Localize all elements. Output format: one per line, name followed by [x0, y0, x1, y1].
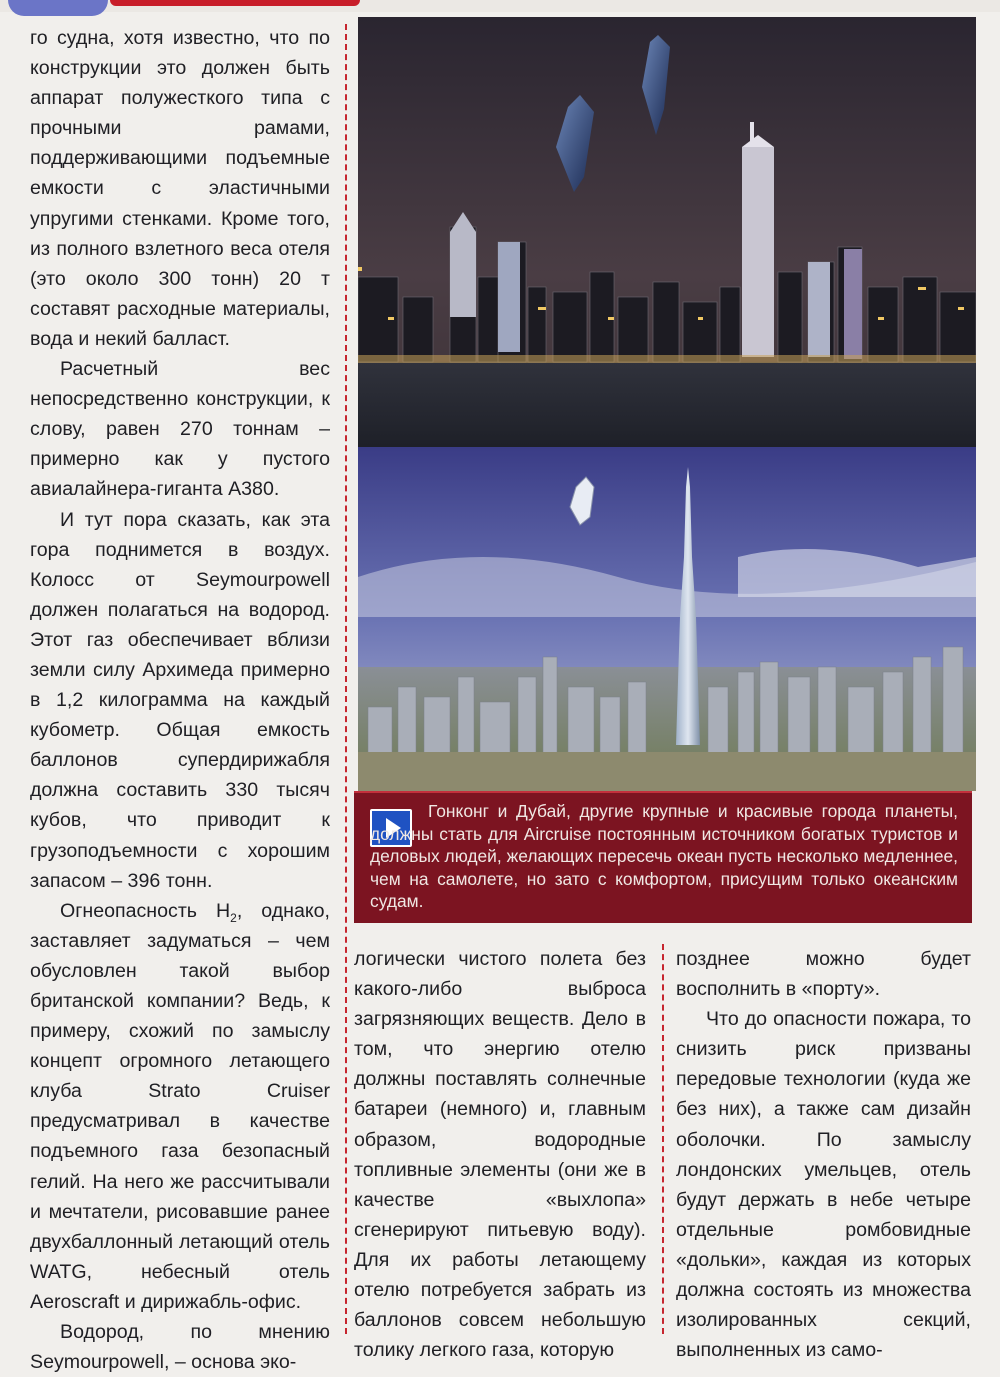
city-skyline-photo	[358, 17, 976, 791]
paragraph: позднее можно будет восполнить в «порту».	[676, 948, 971, 1001]
photo-illustration	[358, 17, 976, 791]
text-run: Огнеопасность Н	[60, 899, 231, 922]
header-red-bar	[110, 0, 360, 6]
photo-caption	[354, 791, 972, 923]
article-column-3	[676, 944, 971, 1365]
article-column-1	[30, 23, 330, 1377]
section-tab-decoration	[8, 0, 108, 16]
paragraph: И тут пора сказать, как эта гора поднимется в воздух. Колосс от Seymourpowell должен полагаться на водород. Этот газ обеспечивает вблизи земли силу Архимеда примерно в 1,2 килограмма на каждый кубометр. Общая емкость баллонов супердирижабля должна составить 330 тысяч кубов, что приводит к грузоподъемности с хорошим запасом – 396 тонн.	[30, 508, 330, 892]
article-column-2	[354, 944, 646, 1365]
text-run: , однако, заставляет задуматься – чем обусловлен такой выбор британской компании? Ведь, к примеру, схожий по замыслу концепт огромного летающего клуба Strato Cruiser предусматривал в качестве подъемного газа безопасный гелий. На него же рассчитывали и мечтатели, рисовавшие ранее двухбаллонный летающий отель WATG, небесный отель Aeroscraft и дирижабль-офис.	[30, 899, 330, 1313]
column-divider	[662, 944, 664, 1334]
paragraph: логически чистого полета без какого-либо выброса загрязняющих веществ. Дело в том, что энергию отелю должны поставлять солнечные батареи (немного) и, главным образом, водородные топливные элементы (они же в качестве «выхлопа» сгенерируют питьевую воду). Для их работы летающему отелю потребуется забрать из баллонов совсем небольшую толику легкого газа, которую	[354, 948, 646, 1362]
subscript: 2	[230, 910, 237, 925]
caption-text: Гонконг и Дубай, другие крупные и красивые города планеты, должны стать для Aircruise постоянным источником богатых туристов и деловых людей, желающих пересечь океан пусть несколько медленнее, чем на самолете, но зато с комфортом, присущим только океанским судам.	[370, 801, 958, 912]
column-divider	[345, 24, 347, 1334]
paragraph: го судна, хотя известно, что по конструкции это должен быть аппарат полужесткого типа с прочными рамами, поддерживающими подъемные емкости с эластичными упругими стенками. Кроме того, из полного взлетного веса отеля (это около 300 тонн) 20 т составят расходные материалы, вода и некий балласт.	[30, 27, 330, 350]
paragraph: Что до опасности пожара, то снизить риск призваны передовые технологии (куда же без них), а также сам дизайн оболочки. По замыслу лондонских умельцев, отель будут держать в небе четыре отдельные ромбовидные «дольки», каждая из которых должна состоять из множества изолированных секций, выполненных из само-	[676, 1008, 971, 1362]
paragraph: Расчетный вес непосредственно конструкции, к слову, равен 270 тоннам – примерно как у пустого авиалайнера-гиганта А380.	[30, 358, 330, 501]
paragraph-h2	[30, 896, 330, 1317]
paragraph: Водород, по мнению Seymourpowell, – основа эко-	[30, 1321, 330, 1374]
